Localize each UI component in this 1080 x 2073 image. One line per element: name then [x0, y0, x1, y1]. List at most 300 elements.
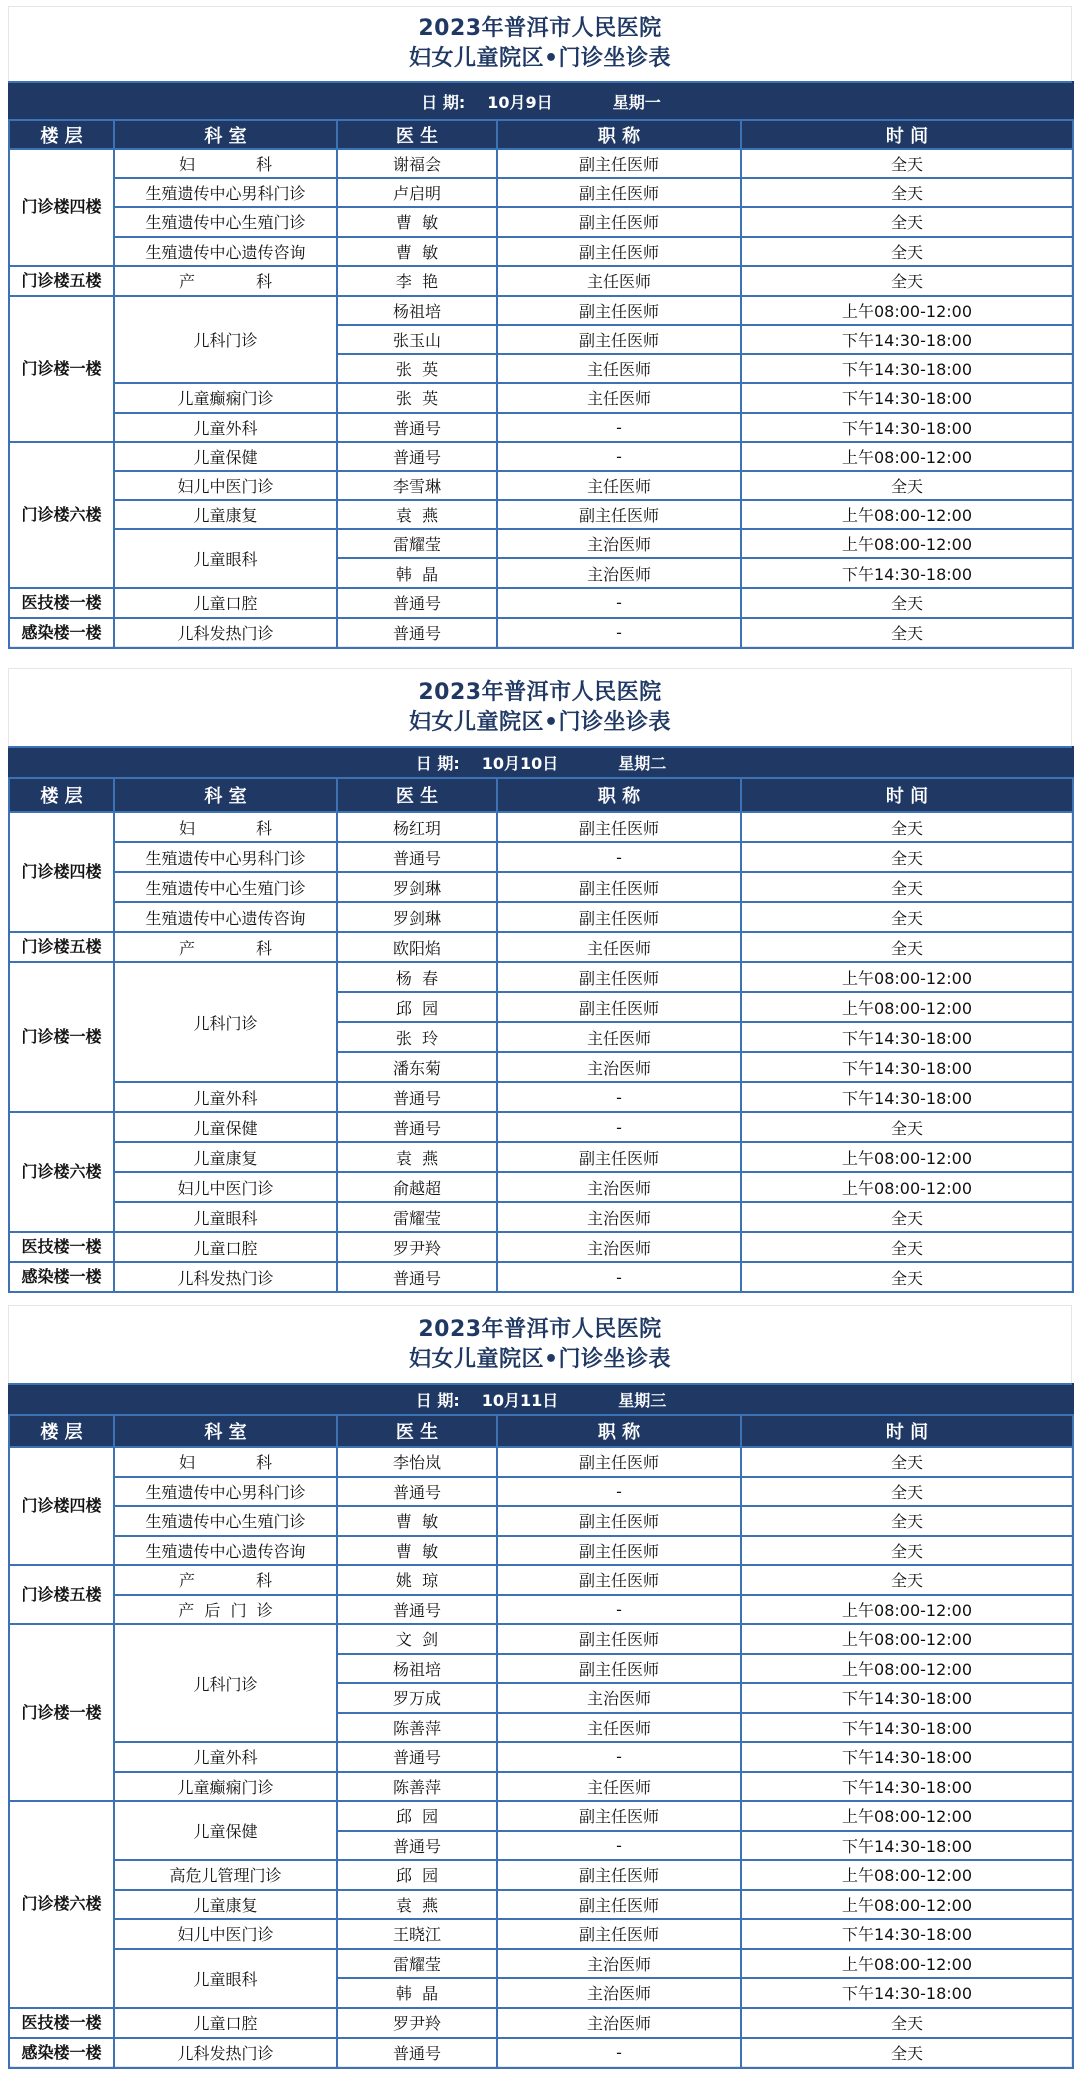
table-row — [9, 471, 1073, 500]
table-row — [9, 1506, 1073, 1536]
schedule-card-oct11 — [8, 1305, 1072, 2067]
column-header-doctor: 医 生 — [337, 778, 497, 812]
hospital-title: 2023年普洱市人民医院 — [418, 1316, 662, 1342]
table-row — [9, 1082, 1073, 1112]
doctor-cell: 普通号 — [337, 2038, 497, 2068]
weekday: 星期二 — [618, 754, 667, 773]
floor-cell: 门诊楼六楼 — [9, 1112, 114, 1232]
floor-cell: 门诊楼四楼 — [9, 1447, 114, 1565]
floor-cell: 门诊楼一楼 — [9, 296, 114, 442]
schedule-table — [8, 81, 1074, 649]
title-cell: 主治医师 — [497, 1978, 741, 2008]
department-cell: 生殖遗传中心遗传咨询 — [114, 237, 337, 266]
table-row — [9, 1595, 1073, 1625]
time-cell: 下午14:30-18:00 — [741, 1772, 1073, 1802]
department-cell: 儿童外科 — [114, 1082, 337, 1112]
table-row — [9, 1624, 1073, 1654]
department-cell: 儿童口腔 — [114, 2008, 337, 2038]
table-row — [9, 1112, 1073, 1142]
floor-cell: 医技楼一楼 — [9, 588, 114, 618]
date-label: 日 期: — [421, 92, 466, 112]
table-row — [9, 1890, 1073, 1920]
title-cell: - — [497, 1831, 741, 1861]
title-cell: 主任医师 — [497, 266, 741, 296]
hospital-title: 2023年普洱市人民医院 — [418, 679, 662, 705]
time-cell: 全天 — [741, 618, 1073, 648]
doctor-cell: 曹 敏 — [337, 207, 497, 236]
title-area — [9, 1306, 1071, 1383]
title-cell: 主任医师 — [497, 471, 741, 500]
doctor-cell: 曹 敏 — [337, 1506, 497, 1536]
title-cell: - — [497, 442, 741, 471]
time-cell: 上午08:00-12:00 — [741, 1654, 1073, 1684]
doctor-cell: 普通号 — [337, 588, 497, 618]
department-cell: 生殖遗传中心男科门诊 — [114, 178, 337, 207]
floor-cell: 门诊楼五楼 — [9, 266, 114, 296]
department-cell: 妇 科 — [114, 812, 337, 842]
title-cell: 副主任医师 — [497, 1447, 741, 1477]
title-cell: 主治医师 — [497, 1172, 741, 1202]
title-cell: 副主任医师 — [497, 1536, 741, 1566]
date-bar — [9, 747, 1073, 778]
time-cell: 全天 — [741, 588, 1073, 618]
doctor-cell: 张玉山 — [337, 325, 497, 354]
column-header-department: 科 室 — [114, 778, 337, 812]
title-cell: 副主任医师 — [497, 902, 741, 932]
table-row — [9, 1801, 1073, 1831]
time-cell: 下午14:30-18:00 — [741, 558, 1073, 587]
title-cell: 副主任医师 — [497, 1919, 741, 1949]
doctor-cell: 普通号 — [337, 1595, 497, 1625]
schedule-subtitle: 妇女儿童院区•门诊坐诊表 — [408, 709, 672, 735]
title-cell: 副主任医师 — [497, 296, 741, 325]
column-header-row — [9, 778, 1073, 812]
time-cell: 全天 — [741, 178, 1073, 207]
doctor-cell: 陈善萍 — [337, 1713, 497, 1743]
floor-cell: 医技楼一楼 — [9, 2008, 114, 2038]
department-cell: 妇 科 — [114, 149, 337, 178]
title-cell: 副主任医师 — [497, 1860, 741, 1890]
table-row — [9, 1860, 1073, 1890]
column-header-time: 时 间 — [741, 120, 1073, 149]
column-header-floor: 楼 层 — [9, 120, 114, 149]
department-cell: 产 科 — [114, 266, 337, 296]
title-cell: 主治医师 — [497, 1949, 741, 1979]
table-row — [9, 1742, 1073, 1772]
floor-cell: 门诊楼六楼 — [9, 442, 114, 588]
department-cell: 妇儿中医门诊 — [114, 1172, 337, 1202]
table-row — [9, 902, 1073, 932]
doctor-cell: 邱 园 — [337, 1860, 497, 1890]
column-header-floor: 楼 层 — [9, 1415, 114, 1447]
title-cell: 主任医师 — [497, 383, 741, 412]
schedule-subtitle: 妇女儿童院区•门诊坐诊表 — [408, 46, 672, 71]
title-cell: 副主任医师 — [497, 500, 741, 529]
department-cell: 儿童外科 — [114, 1742, 337, 1772]
department-cell: 儿童眼科 — [114, 529, 337, 587]
time-cell: 上午08:00-12:00 — [741, 1595, 1073, 1625]
doctor-cell: 李雪琳 — [337, 471, 497, 500]
table-row — [9, 237, 1073, 266]
date-row — [9, 747, 1073, 778]
date-row — [9, 1384, 1073, 1415]
title-cell: 主治医师 — [497, 2008, 741, 2038]
doctor-cell: 文 剑 — [337, 1624, 497, 1654]
doctor-cell: 雷耀莹 — [337, 529, 497, 558]
doctor-cell: 袁 燕 — [337, 1890, 497, 1920]
title-cell: 副主任医师 — [497, 1654, 741, 1684]
table-row — [9, 500, 1073, 529]
time-cell: 全天 — [741, 207, 1073, 236]
time-cell: 全天 — [741, 902, 1073, 932]
floor-cell: 门诊楼四楼 — [9, 812, 114, 932]
title-cell: - — [497, 618, 741, 648]
column-header-department: 科 室 — [114, 120, 337, 149]
table-row — [9, 1536, 1073, 1566]
doctor-cell: 李怡岚 — [337, 1447, 497, 1477]
column-header-doctor: 医 生 — [337, 1415, 497, 1447]
department-cell: 妇 科 — [114, 1447, 337, 1477]
doctor-cell: 罗尹羚 — [337, 1232, 497, 1262]
table-row — [9, 2008, 1073, 2038]
table-row — [9, 149, 1073, 178]
doctor-cell: 普通号 — [337, 618, 497, 648]
doctor-cell: 普通号 — [337, 1262, 497, 1292]
date-bar — [9, 1384, 1073, 1415]
table-row — [9, 588, 1073, 618]
doctor-cell: 张 玲 — [337, 1022, 497, 1052]
department-cell: 儿童口腔 — [114, 1232, 337, 1262]
title-cell: 副主任医师 — [497, 325, 741, 354]
time-cell: 全天 — [741, 1447, 1073, 1477]
column-header-title: 职 称 — [497, 1415, 741, 1447]
table-row — [9, 266, 1073, 296]
date-value: 10月10日 — [481, 754, 559, 773]
floor-cell: 门诊楼一楼 — [9, 1624, 114, 1801]
time-cell: 全天 — [741, 1477, 1073, 1507]
time-cell: 全天 — [741, 1565, 1073, 1595]
column-header-row — [9, 1415, 1073, 1447]
department-cell: 产 科 — [114, 1565, 337, 1595]
date-row — [9, 82, 1073, 120]
time-cell: 上午08:00-12:00 — [741, 1949, 1073, 1979]
date-value: 10月9日 — [487, 92, 553, 112]
doctor-cell: 王晓江 — [337, 1919, 497, 1949]
schedule-card-oct10 — [8, 668, 1072, 1292]
time-cell: 上午08:00-12:00 — [741, 1801, 1073, 1831]
table-row — [9, 1477, 1073, 1507]
time-cell: 上午08:00-12:00 — [741, 1172, 1073, 1202]
schedule-table — [8, 1383, 1074, 2069]
schedule-table — [8, 746, 1074, 1293]
column-header-doctor: 医 生 — [337, 120, 497, 149]
table-row — [9, 1949, 1073, 1979]
time-cell: 全天 — [741, 149, 1073, 178]
department-cell: 生殖遗传中心男科门诊 — [114, 842, 337, 872]
title-cell: - — [497, 1112, 741, 1142]
time-cell: 下午14:30-18:00 — [741, 413, 1073, 442]
time-cell: 全天 — [741, 932, 1073, 962]
doctor-cell: 罗尹羚 — [337, 2008, 497, 2038]
department-cell: 高危儿管理门诊 — [114, 1860, 337, 1890]
department-cell: 儿科门诊 — [114, 1624, 337, 1742]
department-cell: 儿童康复 — [114, 1142, 337, 1172]
time-cell: 下午14:30-18:00 — [741, 1052, 1073, 1082]
table-row — [9, 296, 1073, 325]
time-cell: 全天 — [741, 1202, 1073, 1232]
doctor-cell: 姚 琼 — [337, 1565, 497, 1595]
table-row — [9, 932, 1073, 962]
table-row — [9, 872, 1073, 902]
doctor-cell: 潘东菊 — [337, 1052, 497, 1082]
time-cell: 下午14:30-18:00 — [741, 1713, 1073, 1743]
title-cell: - — [497, 842, 741, 872]
hospital-title: 2023年普洱市人民医院 — [418, 16, 662, 41]
department-cell: 儿童康复 — [114, 1890, 337, 1920]
department-cell: 生殖遗传中心遗传咨询 — [114, 902, 337, 932]
floor-cell: 门诊楼一楼 — [9, 962, 114, 1112]
department-cell: 生殖遗传中心生殖门诊 — [114, 872, 337, 902]
table-row — [9, 1919, 1073, 1949]
date-label: 日 期: — [415, 1391, 460, 1410]
department-cell: 生殖遗传中心男科门诊 — [114, 1477, 337, 1507]
doctor-cell: 普通号 — [337, 1082, 497, 1112]
time-cell: 上午08:00-12:00 — [741, 992, 1073, 1022]
table-row — [9, 812, 1073, 842]
department-cell: 生殖遗传中心生殖门诊 — [114, 1506, 337, 1536]
table-row — [9, 1447, 1073, 1477]
column-header-title: 职 称 — [497, 778, 741, 812]
schedule-card-oct9 — [8, 6, 1072, 647]
title-cell: 副主任医师 — [497, 207, 741, 236]
time-cell: 全天 — [741, 1232, 1073, 1262]
date-bar — [9, 82, 1073, 120]
doctor-cell: 普通号 — [337, 413, 497, 442]
floor-cell: 医技楼一楼 — [9, 1232, 114, 1262]
title-cell: - — [497, 1477, 741, 1507]
department-cell: 儿童保健 — [114, 442, 337, 471]
time-cell: 上午08:00-12:00 — [741, 1142, 1073, 1172]
doctor-cell: 杨 春 — [337, 962, 497, 992]
time-cell: 下午14:30-18:00 — [741, 1683, 1073, 1713]
title-cell: 副主任医师 — [497, 1890, 741, 1920]
title-cell: 主任医师 — [497, 1022, 741, 1052]
doctor-cell: 欧阳焰 — [337, 932, 497, 962]
table-row — [9, 1202, 1073, 1232]
department-cell: 儿科发热门诊 — [114, 2038, 337, 2068]
title-cell: 副主任医师 — [497, 1801, 741, 1831]
title-cell: - — [497, 1082, 741, 1112]
time-cell: 下午14:30-18:00 — [741, 1022, 1073, 1052]
time-cell: 上午08:00-12:00 — [741, 1624, 1073, 1654]
department-cell: 儿科门诊 — [114, 296, 337, 384]
floor-cell: 门诊楼五楼 — [9, 1565, 114, 1624]
floor-cell: 感染楼一楼 — [9, 2038, 114, 2068]
time-cell: 下午14:30-18:00 — [741, 354, 1073, 383]
table-row — [9, 1142, 1073, 1172]
department-cell: 儿童癫痫门诊 — [114, 383, 337, 412]
doctor-cell: 李 艳 — [337, 266, 497, 296]
doctor-cell: 袁 燕 — [337, 1142, 497, 1172]
column-header-time: 时 间 — [741, 1415, 1073, 1447]
time-cell: 下午14:30-18:00 — [741, 1978, 1073, 2008]
weekday: 星期三 — [618, 1391, 667, 1410]
time-cell: 全天 — [741, 471, 1073, 500]
title-cell: 主任医师 — [497, 1772, 741, 1802]
department-cell: 产 后 门 诊 — [114, 1595, 337, 1625]
floor-cell: 门诊楼四楼 — [9, 149, 114, 266]
title-cell: 主治医师 — [497, 1052, 741, 1082]
title-cell: 副主任医师 — [497, 237, 741, 266]
department-cell: 妇儿中医门诊 — [114, 471, 337, 500]
doctor-cell: 谢福会 — [337, 149, 497, 178]
time-cell: 下午14:30-18:00 — [741, 1919, 1073, 1949]
title-cell: - — [497, 1595, 741, 1625]
doctor-cell: 曹 敏 — [337, 237, 497, 266]
department-cell: 儿童眼科 — [114, 1202, 337, 1232]
title-cell: 主治医师 — [497, 529, 741, 558]
title-cell: 副主任医师 — [497, 1565, 741, 1595]
table-row — [9, 529, 1073, 558]
time-cell: 全天 — [741, 237, 1073, 266]
floor-cell: 感染楼一楼 — [9, 1262, 114, 1292]
column-header-floor: 楼 层 — [9, 778, 114, 812]
doctor-cell: 杨红玥 — [337, 812, 497, 842]
title-cell: - — [497, 588, 741, 618]
title-cell: - — [497, 2038, 741, 2068]
table-row — [9, 442, 1073, 471]
doctor-cell: 普通号 — [337, 842, 497, 872]
department-cell: 儿科发热门诊 — [114, 1262, 337, 1292]
doctor-cell: 袁 燕 — [337, 500, 497, 529]
department-cell: 儿童康复 — [114, 500, 337, 529]
time-cell: 全天 — [741, 1536, 1073, 1566]
doctor-cell: 普通号 — [337, 442, 497, 471]
time-cell: 全天 — [741, 842, 1073, 872]
doctor-cell: 普通号 — [337, 1831, 497, 1861]
time-cell: 下午14:30-18:00 — [741, 383, 1073, 412]
column-header-time: 时 间 — [741, 778, 1073, 812]
time-cell: 上午08:00-12:00 — [741, 1890, 1073, 1920]
title-cell: 副主任医师 — [497, 1506, 741, 1536]
table-row — [9, 1262, 1073, 1292]
time-cell: 全天 — [741, 812, 1073, 842]
department-cell: 儿童外科 — [114, 413, 337, 442]
time-cell: 下午14:30-18:00 — [741, 1831, 1073, 1861]
doctor-cell: 韩 晶 — [337, 558, 497, 587]
table-row — [9, 207, 1073, 236]
title-cell: 副主任医师 — [497, 812, 741, 842]
time-cell: 全天 — [741, 2038, 1073, 2068]
title-area — [9, 7, 1071, 81]
doctor-cell: 雷耀莹 — [337, 1949, 497, 1979]
department-cell: 儿童保健 — [114, 1112, 337, 1142]
floor-cell: 感染楼一楼 — [9, 618, 114, 648]
floor-cell: 门诊楼六楼 — [9, 1801, 114, 2008]
doctor-cell: 张 英 — [337, 354, 497, 383]
table-row — [9, 413, 1073, 442]
date-label: 日 期: — [415, 754, 460, 773]
doctor-cell: 曹 敏 — [337, 1536, 497, 1566]
time-cell: 全天 — [741, 2008, 1073, 2038]
weekday: 星期一 — [612, 92, 661, 112]
title-cell: 副主任医师 — [497, 992, 741, 1022]
title-cell: 主治医师 — [497, 1683, 741, 1713]
doctor-cell: 邱 园 — [337, 1801, 497, 1831]
doctor-cell: 俞越超 — [337, 1172, 497, 1202]
department-cell: 儿童口腔 — [114, 588, 337, 618]
time-cell: 全天 — [741, 1112, 1073, 1142]
column-header-title: 职 称 — [497, 120, 741, 149]
table-row — [9, 178, 1073, 207]
department-cell: 妇儿中医门诊 — [114, 1919, 337, 1949]
doctor-cell: 韩 晶 — [337, 1978, 497, 2008]
doctor-cell: 雷耀莹 — [337, 1202, 497, 1232]
time-cell: 全天 — [741, 872, 1073, 902]
table-row — [9, 1565, 1073, 1595]
department-cell: 儿科发热门诊 — [114, 618, 337, 648]
table-row — [9, 1772, 1073, 1802]
doctor-cell: 邱 园 — [337, 992, 497, 1022]
floor-cell: 门诊楼五楼 — [9, 932, 114, 962]
time-cell: 下午14:30-18:00 — [741, 1742, 1073, 1772]
title-cell: 主任医师 — [497, 932, 741, 962]
time-cell: 下午14:30-18:00 — [741, 1082, 1073, 1112]
table-row — [9, 1232, 1073, 1262]
doctor-cell: 卢启明 — [337, 178, 497, 207]
title-cell: - — [497, 1742, 741, 1772]
title-cell: 主任医师 — [497, 1713, 741, 1743]
time-cell: 上午08:00-12:00 — [741, 1860, 1073, 1890]
doctor-cell: 普通号 — [337, 1477, 497, 1507]
doctor-cell: 张 英 — [337, 383, 497, 412]
column-header-row — [9, 120, 1073, 149]
table-row — [9, 2038, 1073, 2068]
time-cell: 下午14:30-18:00 — [741, 325, 1073, 354]
title-cell: - — [497, 413, 741, 442]
table-row — [9, 962, 1073, 992]
title-cell: 副主任医师 — [497, 1142, 741, 1172]
department-cell: 儿童癫痫门诊 — [114, 1772, 337, 1802]
title-cell: 主任医师 — [497, 354, 741, 383]
time-cell: 上午08:00-12:00 — [741, 529, 1073, 558]
time-cell: 上午08:00-12:00 — [741, 962, 1073, 992]
time-cell: 上午08:00-12:00 — [741, 500, 1073, 529]
department-cell: 生殖遗传中心生殖门诊 — [114, 207, 337, 236]
department-cell: 生殖遗传中心遗传咨询 — [114, 1536, 337, 1566]
table-row — [9, 618, 1073, 648]
department-cell: 产 科 — [114, 932, 337, 962]
doctor-cell: 杨祖培 — [337, 1654, 497, 1684]
table-row — [9, 842, 1073, 872]
doctor-cell: 罗剑琳 — [337, 872, 497, 902]
title-cell: - — [497, 1262, 741, 1292]
title-cell: 副主任医师 — [497, 872, 741, 902]
title-cell: 主治医师 — [497, 1232, 741, 1262]
doctor-cell: 普通号 — [337, 1742, 497, 1772]
title-cell: 副主任医师 — [497, 1624, 741, 1654]
department-cell: 儿童眼科 — [114, 1949, 337, 2008]
department-cell: 儿科门诊 — [114, 962, 337, 1082]
title-cell: 副主任医师 — [497, 149, 741, 178]
department-cell: 儿童保健 — [114, 1801, 337, 1860]
title-cell: 主治医师 — [497, 1202, 741, 1232]
title-area — [9, 669, 1071, 746]
doctor-cell: 陈善萍 — [337, 1772, 497, 1802]
table-row — [9, 1172, 1073, 1202]
time-cell: 全天 — [741, 266, 1073, 296]
schedule-subtitle: 妇女儿童院区•门诊坐诊表 — [408, 1346, 672, 1372]
